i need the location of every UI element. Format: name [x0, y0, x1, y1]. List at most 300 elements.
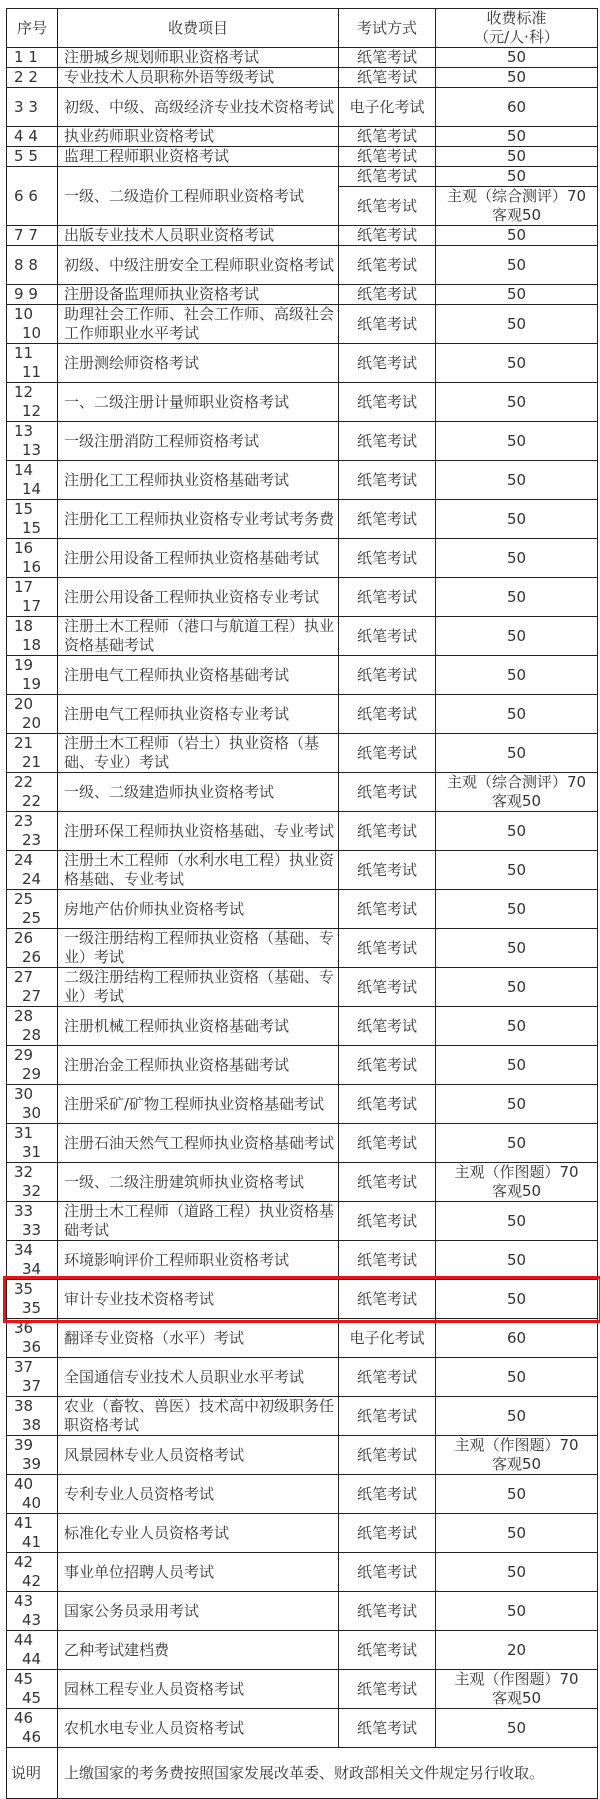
serial-number: 42 — [14, 1553, 34, 1571]
exam-method-cell: 纸笔考试 — [339, 1514, 436, 1553]
fee-value: 50 — [506, 68, 527, 86]
serial-number: 16 — [14, 539, 34, 557]
serial-number-repeat: 40 — [22, 1494, 42, 1512]
fee-standard-cell — [436, 147, 598, 167]
serial-number-repeat: 25 — [22, 909, 42, 927]
table-row — [7, 968, 598, 1007]
exam-method-cell: 纸笔考试 — [339, 1124, 436, 1163]
fee-item-cell: 乙种考试建档费 — [58, 1631, 339, 1670]
serial-number: 38 — [14, 1397, 34, 1415]
table-row — [7, 226, 598, 246]
fee-standard-cell — [436, 305, 598, 344]
fee-standard-cell — [436, 929, 598, 968]
fee-standard-cell — [436, 88, 598, 127]
serial-cell — [7, 1709, 58, 1748]
exam-method-cell: 纸笔考试 — [339, 617, 436, 656]
serial-number: 5 — [14, 147, 24, 165]
table-row — [7, 1436, 598, 1475]
fee-item-cell: 注册城乡规划师职业资格考试 — [58, 48, 339, 68]
fee-value: 50 — [506, 743, 527, 762]
fee-value: 50 — [506, 353, 527, 372]
serial-number-repeat: 12 — [22, 402, 42, 420]
fee-value: 50 — [506, 127, 527, 145]
fee-item-cell: 注册土木工程师（港口与航道工程）执业资格基础考试 — [58, 617, 339, 656]
fee-value: 主观（综合测评）70 — [446, 773, 587, 791]
serial-number: 6 — [14, 186, 24, 205]
fee-standard-cell — [436, 1124, 598, 1163]
serial-cell — [7, 1241, 58, 1280]
fee-item-cell: 翻译专业资格（水平）考试 — [58, 1319, 339, 1358]
table-row — [7, 1709, 598, 1748]
table-header-row — [7, 9, 598, 48]
fee-item-cell: 执业药师职业资格考试 — [58, 127, 339, 147]
serial-number-repeat: 7 — [28, 226, 38, 244]
serial-cell — [7, 812, 58, 851]
table-row — [7, 167, 598, 187]
exam-method-cell: 纸笔考试 — [339, 127, 436, 147]
serial-cell — [7, 422, 58, 461]
header-exam-method: 考试方式 — [339, 9, 436, 48]
fee-value: 50 — [506, 1016, 527, 1035]
table-row — [7, 890, 598, 929]
serial-number-repeat: 42 — [22, 1572, 42, 1590]
table-row — [7, 578, 598, 617]
serial-cell — [7, 461, 58, 500]
fee-standard-cell — [436, 1163, 598, 1202]
fee-item-cell: 注册公用设备工程师执业资格专业考试 — [58, 578, 339, 617]
fee-standard-cell — [436, 1475, 598, 1514]
table-row — [7, 305, 598, 344]
table-row — [7, 1241, 598, 1280]
serial-cell — [7, 500, 58, 539]
fee-value: 50 — [506, 587, 527, 606]
table-row — [7, 656, 598, 695]
table-row — [7, 88, 598, 127]
note-label: 说明 — [7, 1748, 58, 1799]
fee-value: 主观（作图题）70 — [454, 1163, 579, 1181]
serial-cell — [7, 1124, 58, 1163]
serial-number: 10 — [14, 305, 34, 323]
serial-number-repeat: 15 — [22, 519, 42, 537]
header-fee-item: 收费项目 — [58, 9, 339, 48]
fee-item-cell: 注册化工工程师执业资格基础考试 — [58, 461, 339, 500]
fee-value: 50 — [506, 226, 527, 244]
serial-cell — [7, 246, 58, 285]
exam-method-cell: 纸笔考试 — [339, 812, 436, 851]
fee-standard-cell — [436, 695, 598, 734]
fee-value: 50 — [506, 1055, 527, 1074]
fee-standard-cell — [436, 285, 598, 305]
serial-number-repeat: 1 — [28, 48, 38, 66]
exam-method-cell: 纸笔考试 — [339, 226, 436, 246]
exam-method-cell: 纸笔考试 — [339, 1163, 436, 1202]
serial-number: 46 — [14, 1709, 34, 1727]
serial-number: 21 — [14, 734, 34, 752]
exam-method-cell: 纸笔考试 — [339, 1202, 436, 1241]
serial-number-repeat: 27 — [22, 987, 42, 1005]
serial-number-repeat: 22 — [22, 792, 42, 810]
exam-method-cell: 纸笔考试 — [339, 305, 436, 344]
exam-method-cell: 纸笔考试 — [339, 344, 436, 383]
serial-number-repeat: 6 — [28, 186, 38, 205]
exam-method-cell: 纸笔考试 — [339, 1436, 436, 1475]
exam-method-cell: 纸笔考试 — [339, 68, 436, 88]
serial-number-repeat: 19 — [22, 675, 42, 693]
fee-item-cell: 一级、二级注册建筑师执业资格考试 — [58, 1163, 339, 1202]
serial-number: 40 — [14, 1475, 34, 1493]
serial-cell — [7, 617, 58, 656]
serial-cell — [7, 147, 58, 167]
exam-method-cell: 纸笔考试 — [339, 285, 436, 305]
fee-standard-cell — [436, 1046, 598, 1085]
fee-value: 50 — [506, 167, 527, 185]
table-row — [7, 48, 598, 68]
serial-cell — [7, 167, 58, 226]
fee-item-cell: 注册采矿/矿物工程师执业资格基础考试 — [58, 1085, 339, 1124]
serial-cell — [7, 773, 58, 812]
serial-number-repeat: 44 — [22, 1650, 42, 1668]
serial-number: 8 — [14, 255, 24, 274]
fee-value: 50 — [506, 1250, 527, 1269]
fee-item-cell: 标准化专业人员资格考试 — [58, 1514, 339, 1553]
exam-method-cell: 纸笔考试 — [339, 246, 436, 285]
exam-method-cell: 电子化考试 — [339, 1319, 436, 1358]
fee-standard-cell — [436, 1280, 598, 1319]
serial-number-repeat: 2 — [28, 68, 38, 86]
serial-number-repeat: 11 — [22, 363, 42, 381]
fee-standard-cell — [436, 578, 598, 617]
serial-number-repeat: 18 — [22, 636, 42, 654]
table-row — [7, 1592, 598, 1631]
serial-cell — [7, 539, 58, 578]
fee-value: 50 — [506, 704, 527, 723]
table-row — [7, 1085, 598, 1124]
serial-cell — [7, 285, 58, 305]
table-row — [7, 1163, 598, 1202]
fee-value: 50 — [506, 665, 527, 684]
fee-value: 50 — [506, 1523, 527, 1542]
fee-item-cell: 一级、二级造价工程师职业资格考试 — [58, 167, 339, 226]
serial-number-repeat: 9 — [28, 285, 38, 303]
serial-number-repeat: 45 — [22, 1689, 42, 1707]
table-row — [7, 422, 598, 461]
serial-cell — [7, 1475, 58, 1514]
serial-number: 4 — [14, 127, 24, 145]
serial-number: 14 — [14, 461, 34, 479]
fee-item-cell: 风景园林专业人员资格考试 — [58, 1436, 339, 1475]
table-row-highlighted — [7, 1280, 598, 1319]
serial-number-repeat: 24 — [22, 870, 42, 888]
serial-number-repeat: 14 — [22, 480, 42, 498]
serial-cell — [7, 344, 58, 383]
table-row — [7, 147, 598, 167]
fee-standard-cell — [436, 1085, 598, 1124]
exam-method-cell: 纸笔考试 — [339, 656, 436, 695]
serial-cell — [7, 383, 58, 422]
fee-standard-cell — [436, 167, 598, 187]
fee-value: 客观50 — [491, 1689, 542, 1707]
fee-value: 50 — [506, 1289, 527, 1308]
fee-standard-cell — [436, 48, 598, 68]
table-row — [7, 851, 598, 890]
serial-number: 17 — [14, 578, 34, 596]
fee-value: 50 — [506, 1601, 527, 1620]
fee-standard-cell — [436, 226, 598, 246]
serial-number: 32 — [14, 1163, 34, 1181]
serial-cell — [7, 88, 58, 127]
fee-item-cell: 初级、中级、高级经济专业技术资格考试 — [58, 88, 339, 127]
exam-method-cell: 纸笔考试 — [339, 383, 436, 422]
serial-number: 37 — [14, 1358, 34, 1376]
fee-standard-cell — [436, 1514, 598, 1553]
exam-method-cell: 纸笔考试 — [339, 500, 436, 539]
fee-item-cell: 一级注册结构工程师执业资格（基础、专业）考试 — [58, 929, 339, 968]
fee-item-cell: 注册机械工程师执业资格基础考试 — [58, 1007, 339, 1046]
serial-cell — [7, 1514, 58, 1553]
serial-number: 15 — [14, 500, 34, 518]
table-row — [7, 773, 598, 812]
table-row — [7, 1670, 598, 1709]
table-row — [7, 1319, 598, 1358]
serial-cell — [7, 929, 58, 968]
fee-standard-cell — [436, 422, 598, 461]
fee-value: 60 — [506, 97, 527, 116]
serial-number-repeat: 17 — [22, 597, 42, 615]
exam-method-cell: 纸笔考试 — [339, 695, 436, 734]
fee-item-cell: 农业（畜牧、兽医）技术高中初级职务任职资格考试 — [58, 1397, 339, 1436]
serial-number: 39 — [14, 1436, 34, 1454]
table-row — [7, 1202, 598, 1241]
fee-item-cell: 注册测绘师资格考试 — [58, 344, 339, 383]
exam-method-cell: 纸笔考试 — [339, 461, 436, 500]
serial-number: 34 — [14, 1241, 34, 1259]
serial-cell — [7, 1436, 58, 1475]
fee-value: 50 — [506, 285, 527, 303]
serial-cell — [7, 1280, 58, 1319]
serial-cell — [7, 851, 58, 890]
serial-cell — [7, 578, 58, 617]
fee-standard-cell — [436, 127, 598, 147]
fee-item-cell: 初级、中级注册安全工程师职业资格考试 — [58, 246, 339, 285]
fee-item-cell: 全国通信专业技术人员职业水平考试 — [58, 1358, 339, 1397]
fee-value: 客观50 — [491, 206, 542, 224]
fee-item-cell: 一级、二级建造师执业资格考试 — [58, 773, 339, 812]
table-row — [7, 1553, 598, 1592]
fee-item-cell: 国家公务员录用考试 — [58, 1592, 339, 1631]
serial-number: 7 — [14, 226, 24, 244]
serial-number: 30 — [14, 1085, 34, 1103]
exam-method-cell: 纸笔考试 — [339, 1670, 436, 1709]
fee-standard-cell — [436, 1007, 598, 1046]
fee-value: 50 — [506, 314, 527, 333]
serial-number-repeat: 20 — [22, 714, 42, 732]
serial-number-repeat: 5 — [28, 147, 38, 165]
exam-method-cell: 纸笔考试 — [339, 1631, 436, 1670]
serial-cell — [7, 1397, 58, 1436]
fee-item-cell: 事业单位招聘人员考试 — [58, 1553, 339, 1592]
fee-item-cell: 一、二级注册计量师职业资格考试 — [58, 383, 339, 422]
fee-item-cell: 注册土木工程师（水利水电工程）执业资格基础、专业考试 — [58, 851, 339, 890]
table-row — [7, 617, 598, 656]
table-row — [7, 461, 598, 500]
fee-value: 50 — [506, 899, 527, 918]
serial-cell — [7, 1358, 58, 1397]
fee-value: 50 — [506, 938, 527, 957]
serial-number: 33 — [14, 1202, 34, 1220]
fee-item-cell: 注册环保工程师执业资格基础、专业考试 — [58, 812, 339, 851]
fee-item-cell: 注册设备监理师执业资格考试 — [58, 285, 339, 305]
fee-standard-cell — [436, 890, 598, 929]
fee-item-cell: 二级注册结构工程师执业资格（基础、专业）考试 — [58, 968, 339, 1007]
fee-item-cell: 农机水电专业人员资格考试 — [58, 1709, 339, 1748]
fee-value: 50 — [506, 48, 527, 66]
fee-item-cell: 一级注册消防工程师资格考试 — [58, 422, 339, 461]
exam-method-cell: 纸笔考试 — [339, 1475, 436, 1514]
fee-standard-cell — [436, 1709, 598, 1748]
table-row — [7, 539, 598, 578]
serial-number-repeat: 34 — [22, 1260, 42, 1278]
fee-standard-cell — [436, 1202, 598, 1241]
serial-number-repeat: 29 — [22, 1065, 42, 1083]
serial-number: 43 — [14, 1592, 34, 1610]
fee-item-cell: 注册电气工程师执业资格基础考试 — [58, 656, 339, 695]
serial-number-repeat: 21 — [22, 753, 42, 771]
exam-method-cell: 纸笔考试 — [339, 539, 436, 578]
exam-method-cell: 纸笔考试 — [339, 968, 436, 1007]
serial-number: 11 — [14, 344, 34, 362]
table-row — [7, 500, 598, 539]
fee-value: 50 — [506, 860, 527, 879]
fee-standard-cell — [436, 656, 598, 695]
exam-method-cell: 纸笔考试 — [339, 1709, 436, 1748]
header-fee-standard — [436, 9, 598, 48]
serial-number-repeat: 32 — [22, 1182, 42, 1200]
serial-cell — [7, 68, 58, 88]
fee-value: 50 — [506, 1367, 527, 1386]
serial-number: 27 — [14, 968, 34, 986]
fee-standard-cell — [436, 1670, 598, 1709]
fee-value: 50 — [506, 548, 527, 567]
serial-number: 23 — [14, 812, 34, 830]
fee-item-cell: 园林工程专业人员资格考试 — [58, 1670, 339, 1709]
serial-number-repeat: 3 — [28, 97, 38, 116]
fee-standard-cell — [436, 1436, 598, 1475]
fee-value: 50 — [506, 509, 527, 528]
fee-value: 50 — [506, 977, 527, 996]
fee-value: 主观（作图题）70 — [454, 1670, 579, 1688]
serial-number: 41 — [14, 1514, 34, 1532]
table-row — [7, 695, 598, 734]
fee-value: 客观50 — [491, 1455, 542, 1473]
fee-value: 50 — [506, 1718, 527, 1737]
exam-method-cell: 纸笔考试 — [339, 1280, 436, 1319]
header-fee-standard-line2: （元/人·科） — [474, 28, 559, 46]
table-row — [7, 1475, 598, 1514]
serial-number-repeat: 26 — [22, 948, 42, 966]
fee-item-cell: 审计专业技术资格考试 — [58, 1280, 339, 1319]
serial-cell — [7, 1085, 58, 1124]
serial-number: 13 — [14, 422, 34, 440]
serial-number: 3 — [14, 97, 24, 116]
note-text: 上缴国家的考务费按照国家发展改革委、财政部相关文件规定另行收取。 — [58, 1748, 598, 1799]
fee-value: 主观（综合测评）70 — [446, 187, 587, 205]
table-row — [7, 344, 598, 383]
serial-cell — [7, 1319, 58, 1358]
table-row — [7, 1631, 598, 1670]
fee-standard-cell — [436, 968, 598, 1007]
fee-item-cell: 注册电气工程师执业资格专业考试 — [58, 695, 339, 734]
serial-number: 31 — [14, 1124, 34, 1142]
serial-number-repeat: 38 — [22, 1416, 42, 1434]
serial-number-repeat: 36 — [22, 1338, 42, 1356]
fee-standard-cell — [436, 773, 598, 812]
exam-method-cell: 纸笔考试 — [339, 1397, 436, 1436]
serial-number: 25 — [14, 890, 34, 908]
fee-standard-cell — [436, 812, 598, 851]
serial-number: 35 — [14, 1280, 34, 1298]
table-footer-note — [7, 1748, 598, 1799]
serial-cell — [7, 1163, 58, 1202]
fee-item-cell: 专业技术人员职称外语等级考试 — [58, 68, 339, 88]
fee-standard-cell — [436, 246, 598, 285]
table-row — [7, 1397, 598, 1436]
fee-standard-cell — [436, 734, 598, 773]
fee-standard-cell — [436, 617, 598, 656]
fee-item-cell: 注册化工工程师执业资格专业考试考务费 — [58, 500, 339, 539]
serial-cell — [7, 1553, 58, 1592]
table-row — [7, 1124, 598, 1163]
serial-number: 36 — [14, 1319, 34, 1337]
serial-number: 29 — [14, 1046, 34, 1064]
fee-standard-cell — [436, 187, 598, 226]
exam-method-cell: 纸笔考试 — [339, 167, 436, 187]
serial-number-repeat: 37 — [22, 1377, 42, 1395]
fee-value: 50 — [506, 1211, 527, 1230]
serial-cell — [7, 1670, 58, 1709]
fee-standard-cell — [436, 383, 598, 422]
exam-method-cell: 纸笔考试 — [339, 48, 436, 68]
fee-value: 20 — [506, 1640, 527, 1659]
fee-value: 50 — [506, 1406, 527, 1425]
table-row — [7, 812, 598, 851]
serial-cell — [7, 656, 58, 695]
serial-number: 19 — [14, 656, 34, 674]
serial-number-repeat: 23 — [22, 831, 42, 849]
fee-standard-cell — [436, 344, 598, 383]
exam-method-cell: 纸笔考试 — [339, 1085, 436, 1124]
serial-cell — [7, 1202, 58, 1241]
fee-value: 客观50 — [491, 1182, 542, 1200]
fee-value: 主观（作图题）70 — [454, 1436, 579, 1454]
serial-cell — [7, 1046, 58, 1085]
exam-method-cell: 纸笔考试 — [339, 851, 436, 890]
exam-method-cell: 纸笔考试 — [339, 147, 436, 167]
serial-cell — [7, 305, 58, 344]
fee-item-cell: 注册土木工程师（岩土）执业资格（基础、专业）考试 — [58, 734, 339, 773]
fee-standard-cell — [436, 1319, 598, 1358]
serial-cell — [7, 890, 58, 929]
exam-method-cell: 纸笔考试 — [339, 1046, 436, 1085]
serial-number-repeat: 31 — [22, 1143, 42, 1161]
fee-value: 50 — [506, 1484, 527, 1503]
serial-number: 28 — [14, 1007, 34, 1025]
fee-item-cell: 监理工程师职业资格考试 — [58, 147, 339, 167]
fee-value: 50 — [506, 431, 527, 450]
fee-standard-cell — [436, 1631, 598, 1670]
serial-number-repeat: 30 — [22, 1104, 42, 1122]
table-row — [7, 285, 598, 305]
exam-method-cell: 纸笔考试 — [339, 1241, 436, 1280]
